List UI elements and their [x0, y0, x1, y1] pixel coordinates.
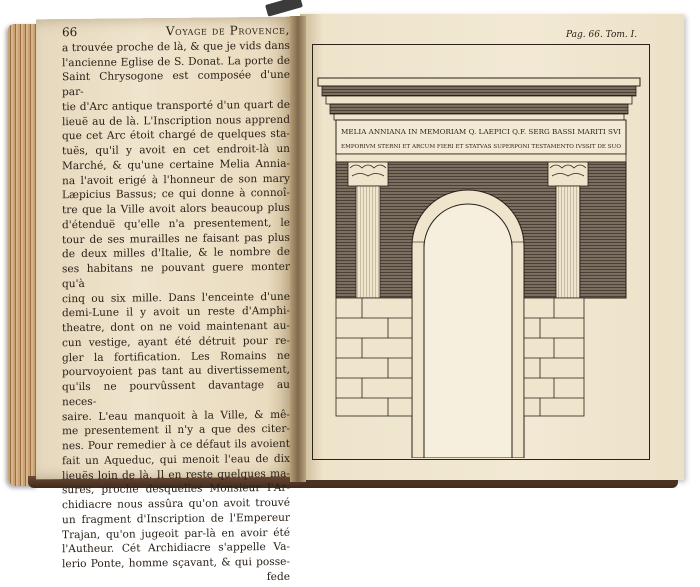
archway	[412, 190, 524, 458]
text-line: a trouvée proche de là, & que je vids dans	[62, 39, 290, 54]
text-line: un fragment d'Inscription de l'Empereur	[62, 511, 290, 526]
text-line: l'Autheur. Cét Archidiacre s'appelle Va-	[62, 541, 290, 556]
text-line: saire. L'eau manquoit à la Ville, & mê-	[62, 408, 290, 423]
text-line: Læpicius Bassus; ce qui donne à connoî-	[62, 187, 290, 202]
text-line: lieuës loin de là. Il en reste quelques ma-	[62, 467, 290, 482]
text-line: theatre, dont on ne void maintenant au-	[62, 319, 290, 335]
cornice	[318, 78, 640, 120]
text-line: demi-Lune il y avoit un reste d'Amphi-	[62, 305, 290, 320]
plate-label: Pag. 66. Tom. I.	[566, 30, 638, 40]
text-line: que cet Arc étoit chargé de quelques sta-	[62, 128, 290, 143]
body-text	[62, 39, 290, 572]
text-line: Trajan, qu'on jugeoit par-là en avoir été	[62, 526, 290, 541]
catchword: fede	[266, 570, 290, 583]
text-line: Saint Chrysogone est composée d'une par-	[62, 69, 290, 99]
text-line: tie d'Arc antique transporté d'un quart de	[62, 98, 290, 113]
text-line: fait un Aqueduc, qui menoit l'eau de dix	[62, 452, 290, 467]
text-line: d'étenduë qu'elle n'a presentement, le	[62, 216, 290, 231]
text-line: lerio Ponte, homme sçavant, & qui posse-	[62, 555, 290, 571]
page-edges	[8, 24, 38, 486]
text-line: ses habitans ne pouvant guere monter qu'à	[62, 260, 290, 290]
running-title: Voyage de Provence,	[165, 22, 290, 39]
text-line: tre que la Ville avoit alors beaucoup plus	[62, 201, 290, 217]
text-line: lieuë au de là. L'Inscription nous apprend	[62, 113, 290, 128]
text-line: pourvoyoient pas tant au divertissement,	[62, 364, 290, 379]
text-line: na l'avoit erigé à l'honneur de son mary	[62, 172, 290, 187]
text-line: me presentement il n'y a que des citer-	[62, 423, 290, 438]
book-gutter	[290, 16, 306, 482]
text-line: nes. Pour remedier à ce défaut ils avoient	[62, 437, 290, 453]
arch-engraving	[312, 44, 648, 458]
running-head	[62, 23, 290, 40]
inscription-line-2: EMPORIVM STERNI ET ARCUM FIERI ET STATVAS SUPERPONI TESTAMENTO IVSSIT DE SUO	[341, 144, 622, 150]
inscription-line-1: MELIA ANNIANA IN MEMORIAM Q. LAEPICI Q.F. SERG BASSI MARITI SVI	[341, 129, 622, 136]
text-line: de deux milles d'Italie, & le nombre de	[62, 246, 290, 261]
text-line: l'ancienne Eglise de S. Donat. La porte de	[62, 54, 290, 69]
text-line: chidiacre nous assûra qu'on avoit trouvé	[62, 496, 290, 512]
text-line: cinq ou six mille. Dans l'enceinte d'une	[62, 290, 290, 305]
inscription-frieze	[336, 120, 626, 162]
text-line: cun vestige, ayant été détruit pour re-	[62, 334, 290, 349]
text-line: sures, proche desquelles Monsieur l'Ar-	[62, 482, 290, 497]
left-page-text	[62, 23, 290, 587]
text-line: gler la fortification. Les Romains ne	[62, 349, 290, 364]
text-line: Marché, & qu'une certaine Melia Annia-	[62, 157, 290, 172]
text-line: tour de ses murailles ne faisant pas plus	[62, 231, 290, 246]
page-number: 66	[62, 25, 78, 40]
text-line: qu'ils ne pourvûssent davantage au neces-	[62, 378, 290, 408]
text-line: tuës, qu'il y avoit en cet endroit-là un	[62, 142, 290, 158]
